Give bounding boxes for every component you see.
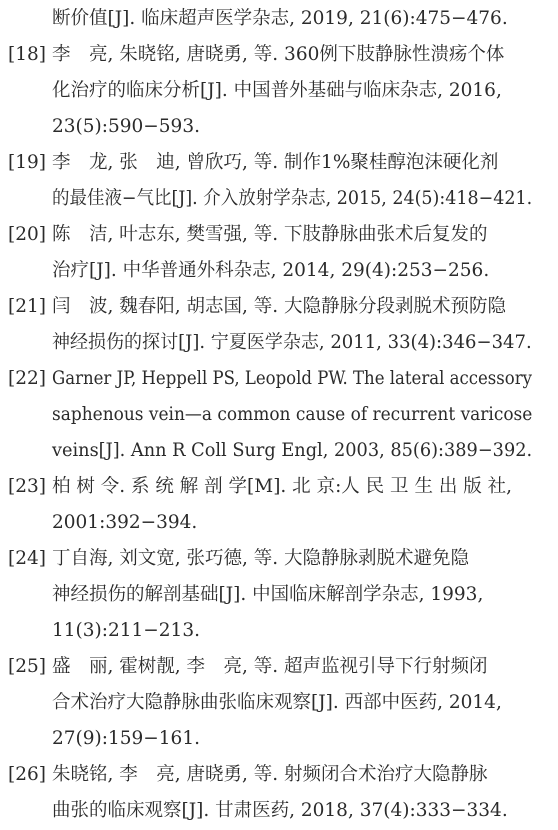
reference-22-number: [22]: [8, 368, 46, 389]
reference-17-line-1: 断价值[J]. 临床超声医学杂志, 2019, 21(6):475−476.: [52, 8, 508, 29]
reference-20-line-1: 陈 洁, 叶志东, 樊雪强, 等. 下肢静脉曲张术后复发的: [52, 224, 488, 245]
reference-18-number: [18]: [8, 44, 46, 65]
reference-25-number: [25]: [8, 656, 46, 677]
reference-22-line-2: saphenous vein—a common cause of recurrent varicose: [52, 404, 533, 425]
reference-21-line-1: 闫 波, 魏春阳, 胡志国, 等. 大隐静脉分段剥脱术预防隐: [52, 296, 507, 317]
reference-23-line-1: 柏 树 令. 系 统 解 剖 学[M]. 北 京:人 民 卫 生 出 版 社,: [52, 476, 512, 497]
reference-24-line-3: 11(3):211−213.: [52, 620, 200, 641]
reference-19-line-2: 的最佳液−气比[J]. 介入放射学杂志, 2015, 24(5):418−421.: [52, 188, 533, 209]
reference-25-line-1: 盛 丽, 霍树靓, 李 亮, 等. 超声监视引导下行射频闭: [52, 656, 488, 677]
reference-26-line-2: 曲张的临床观察[J]. 甘肃医药, 2018, 37(4):333−334.: [52, 800, 508, 821]
reference-24-line-2: 神经损伤的解剖基础[J]. 中国临床解剖学杂志, 1993,: [52, 584, 484, 605]
reference-23-number: [23]: [8, 476, 46, 497]
reference-21-line-2: 神经损伤的探讨[J]. 宁夏医学杂志, 2011, 33(4):346−347.: [52, 332, 532, 353]
reference-18-line-1: 李 亮, 朱晓铭, 唐晓勇, 等. 360例下肢静脉性溃疡个体: [52, 44, 505, 65]
reference-22-line-1: Garner JP, Heppell PS, Leopold PW. The lateral accessory: [52, 368, 532, 389]
reference-20-line-2: 治疗[J]. 中华普通外科杂志, 2014, 29(4):253−256.: [52, 260, 490, 281]
reference-19-line-1: 李 龙, 张 迪, 曾欣巧, 等. 制作1%聚桂醇泡沫硬化剂: [52, 152, 499, 173]
reference-25-line-2: 合术治疗大隐静脉曲张临床观察[J]. 西部中医药, 2014,: [52, 692, 502, 713]
reference-18-line-2: 化治疗的临床分析[J]. 中国普外基础与临床杂志, 2016,: [52, 80, 502, 101]
reference-21-number: [21]: [8, 296, 46, 317]
reference-25-line-3: 27(9):159−161.: [52, 728, 200, 749]
reference-18-line-3: 23(5):590−593.: [52, 116, 200, 137]
reference-20-number: [20]: [8, 224, 46, 245]
reference-26-number: [26]: [8, 764, 46, 785]
reference-19-number: [19]: [8, 152, 46, 173]
reference-22-line-3: veins[J]. Ann R Coll Surg Engl, 2003, 85(6):389−392.: [52, 440, 533, 461]
reference-24-number: [24]: [8, 548, 46, 569]
reference-24-line-1: 丁自海, 刘文宽, 张巧德, 等. 大隐静脉剥脱术避免隐: [52, 548, 470, 569]
reference-26-line-1: 朱晓铭, 李 亮, 唐晓勇, 等. 射频闭合术治疗大隐静脉: [52, 764, 488, 785]
reference-23-line-2: 2001:392−394.: [52, 512, 198, 533]
